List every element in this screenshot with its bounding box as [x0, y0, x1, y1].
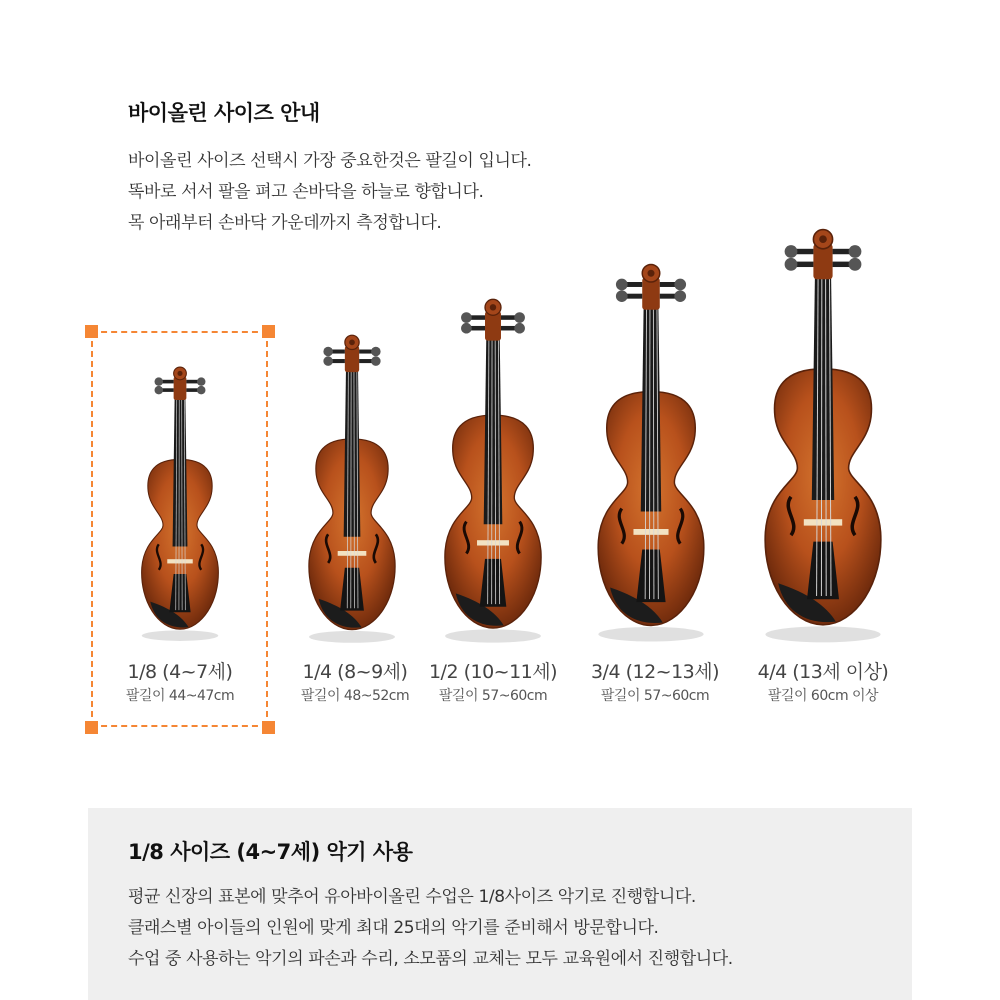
size-label: 1/4 (8~9세): [302, 661, 408, 683]
arm-length-label: 팔길이 57~60cm: [438, 688, 548, 704]
guide-line: 똑바로 서서 팔을 펴고 손바닥을 하늘로 향합니다.: [128, 182, 484, 202]
size-option-1-2[interactable]: [413, 657, 573, 705]
size-option-3-4[interactable]: [570, 657, 740, 705]
violin-1-2-image: [424, 298, 562, 644]
usage-info-description: [128, 882, 733, 975]
guide-line: 바이올린 사이즈 선택시 가장 중요한것은 팔길이 입니다.: [128, 151, 532, 171]
guide-line: 목 아래부터 손바닥 가운데까지 측정합니다.: [128, 213, 442, 233]
selection-handle-bottom-left[interactable]: [85, 721, 98, 734]
arm-length-label: 팔길이 44~47cm: [125, 688, 235, 704]
selection-handle-top-left[interactable]: [85, 325, 98, 338]
usage-info-box: [88, 808, 912, 1000]
selection-handle-bottom-right[interactable]: [262, 721, 275, 734]
violin-3-4-image: [575, 263, 727, 643]
arm-length-label: 팔길이 48~52cm: [300, 688, 410, 704]
violin-4-4-image: [740, 228, 906, 644]
usage-info-title: 1/8 사이즈 (4~7세) 악기 사용: [128, 840, 413, 864]
usage-info-line: 평균 신장의 표본에 맞추어 유아바이올린 수업은 1/8사이즈 악기로 진행합니다.: [128, 887, 696, 907]
selection-handle-top-right[interactable]: [262, 325, 275, 338]
size-option-4-4[interactable]: [738, 657, 908, 705]
size-label: 1/8 (4~7세): [127, 661, 233, 683]
usage-info-line: 클래스별 아이들의 인원에 맞게 최대 25대의 악기를 준비해서 방문합니다.: [128, 918, 659, 938]
violin-1-4-image: [290, 334, 414, 644]
guide-title: 바이올린 사이즈 안내: [128, 101, 320, 125]
arm-length-label: 팔길이 57~60cm: [600, 688, 710, 704]
size-label: 4/4 (13세 이상): [757, 661, 889, 683]
selected-size-frame: [91, 331, 268, 727]
size-label: 3/4 (12~13세): [590, 661, 720, 683]
size-option-1-4[interactable]: [275, 657, 435, 705]
usage-info-line: 수업 중 사용하는 악기의 파손과 수리, 소모품의 교체는 모두 교육원에서 진행합니다.: [128, 949, 733, 969]
arm-length-label: 팔길이 60cm 이상: [767, 688, 879, 704]
size-label: 1/2 (10~11세): [428, 661, 558, 683]
